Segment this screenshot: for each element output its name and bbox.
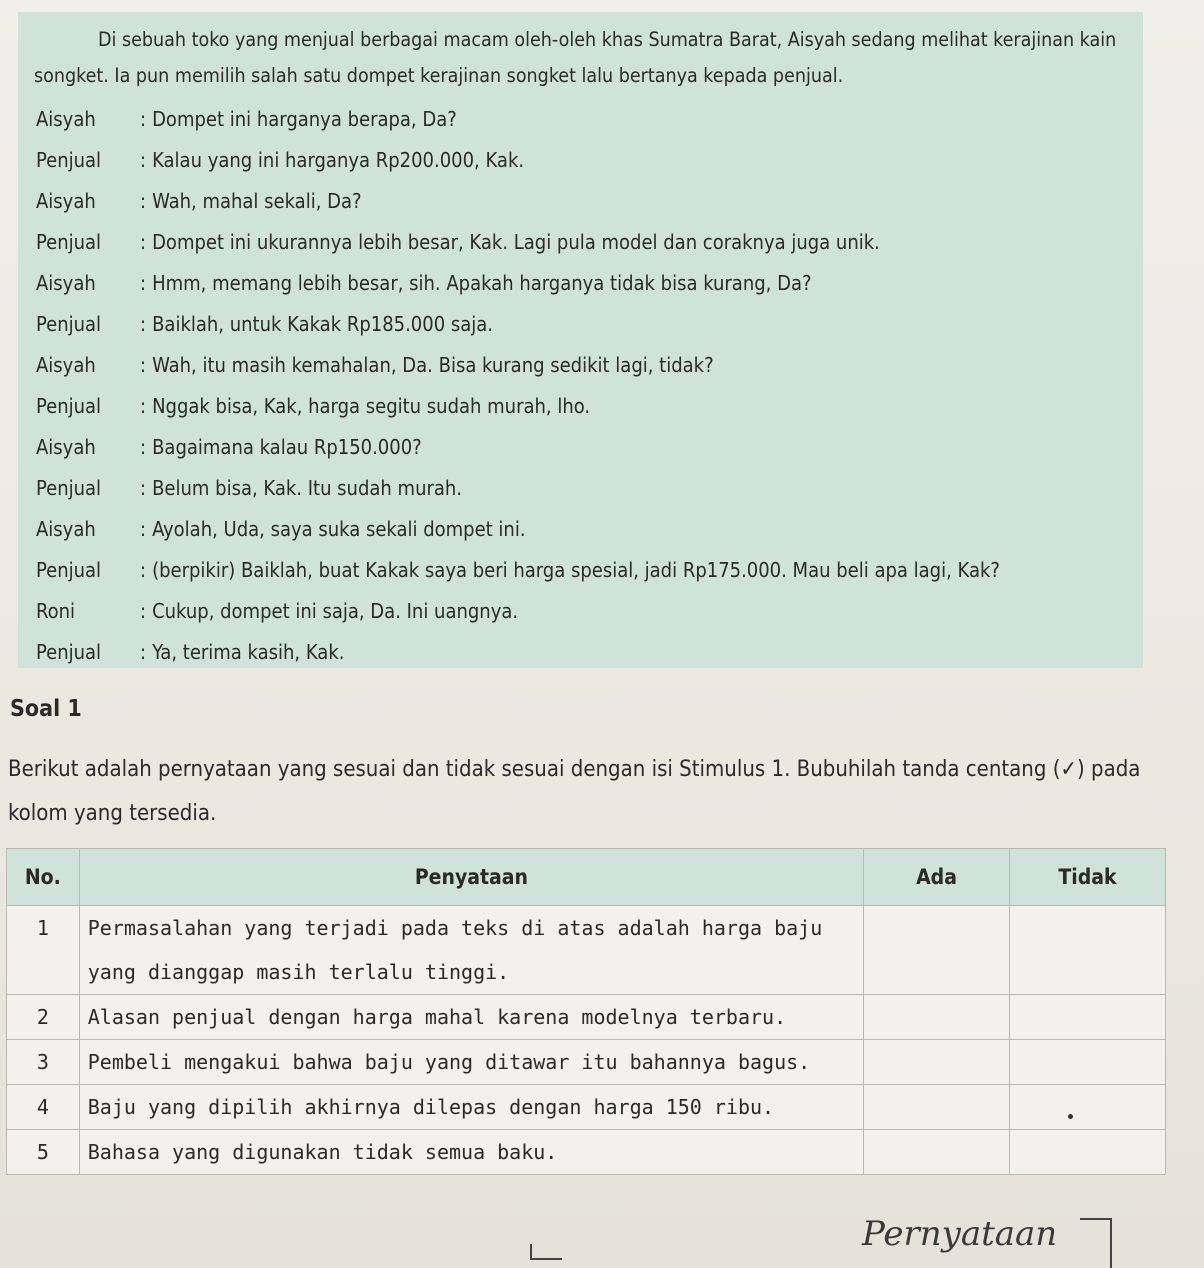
header-tidak: Tidak	[1009, 849, 1165, 906]
pen-mark	[530, 1244, 562, 1260]
dialog-line: Penjual : Kalau yang ini harganya Rp200.000, Kak.	[36, 147, 525, 172]
tidak-checkbox-cell[interactable]	[1009, 995, 1165, 1040]
tidak-checkbox-cell[interactable]	[1009, 1085, 1165, 1130]
pencil-dot	[1068, 1114, 1073, 1119]
dialog-text: Dompet ini ukurannya lebih besar, Kak. Lagi pula model dan coraknya juga unik.	[152, 229, 880, 254]
ada-checkbox-cell[interactable]	[864, 1085, 1010, 1130]
dialog-speaker: Penjual	[36, 311, 102, 336]
dialog-speaker: Aisyah	[36, 270, 96, 295]
dialog-line: Penjual : Nggak bisa, Kak, harga segitu sudah murah, lho.	[36, 393, 591, 418]
dialog-speaker: Penjual	[36, 147, 102, 172]
dialog-speaker: Aisyah	[36, 516, 96, 541]
dialog-speaker: Aisyah	[36, 352, 96, 377]
row-number: 1	[7, 906, 80, 995]
dialog-speaker: Penjual	[36, 475, 102, 500]
ada-checkbox-cell[interactable]	[864, 1130, 1010, 1175]
dialog-text: Ya, terima kasih, Kak.	[152, 639, 345, 664]
ada-checkbox-cell[interactable]	[864, 906, 1010, 995]
dialog-text: Belum bisa, Kak. Itu sudah murah.	[152, 475, 463, 500]
statement-table	[6, 848, 1166, 1175]
dialog-text: Cukup, dompet ini saja, Da. Ini uangnya.	[152, 598, 519, 623]
dialog-list	[36, 98, 1146, 672]
dialog-text: Baiklah, untuk Kakak Rp185.000 saja.	[152, 311, 493, 336]
dialog-line: Penjual : (berpikir) Baiklah, buat Kakak saya beri harga spesial, jadi Rp175.000. Mau beli apa lagi, Kak?	[36, 557, 1000, 582]
ada-checkbox-cell[interactable]	[864, 1040, 1010, 1085]
dialog-speaker: Penjual	[36, 639, 102, 664]
dialog-text: (berpikir) Baiklah, buat Kakak saya beri harga spesial, jadi Rp175.000. Mau beli apa lagi, Kak?	[152, 557, 1000, 582]
row-statement: Alasan penjual dengan harga mahal karena modelnya terbaru.	[79, 995, 863, 1040]
dialog-speaker: Penjual	[36, 557, 102, 582]
dialog-line: Penjual : Baiklah, untuk Kakak Rp185.000 saja.	[36, 311, 493, 336]
row-number: 2	[7, 995, 80, 1040]
dialog-speaker: Penjual	[36, 393, 102, 418]
handwritten-note: Pernyataan	[862, 1214, 1058, 1254]
dialog-text: Dompet ini harganya berapa, Da?	[152, 106, 457, 131]
dialog-line: Aisyah : Hmm, memang lebih besar, sih. Apakah harganya tidak bisa kurang, Da?	[36, 270, 812, 295]
header-statement: Penyataan	[79, 849, 863, 906]
dialog-text: Kalau yang ini harganya Rp200.000, Kak.	[152, 147, 525, 172]
header-no: No.	[7, 849, 80, 906]
dialog-text: Bagaimana kalau Rp150.000?	[152, 434, 422, 459]
dialog-line: Aisyah : Wah, itu masih kemahalan, Da. Bisa kurang sedikit lagi, tidak?	[36, 352, 714, 377]
dialog-speaker: Penjual	[36, 229, 102, 254]
dialog-speaker: Aisyah	[36, 188, 96, 213]
table-row	[7, 1130, 1166, 1175]
row-number: 3	[7, 1040, 80, 1085]
handwritten-bracket	[1080, 1218, 1112, 1268]
dialog-speaker: Aisyah	[36, 434, 96, 459]
dialog-line: Penjual : Ya, terima kasih, Kak.	[36, 639, 345, 664]
row-statement: Baju yang dipilih akhirnya dilepas dengan harga 150 ribu.	[79, 1085, 863, 1130]
row-statement: Pembeli mengakui bahwa baju yang ditawar itu bahannya bagus.	[79, 1040, 863, 1085]
dialog-line: Penjual : Belum bisa, Kak. Itu sudah murah.	[36, 475, 463, 500]
tidak-checkbox-cell[interactable]	[1009, 906, 1165, 995]
tidak-checkbox-cell[interactable]	[1009, 1130, 1165, 1175]
ada-checkbox-cell[interactable]	[864, 995, 1010, 1040]
dialog-text: Wah, itu masih kemahalan, Da. Bisa kurang sedikit lagi, tidak?	[152, 352, 714, 377]
row-number: 5	[7, 1130, 80, 1175]
dialog-line: Roni : Cukup, dompet ini saja, Da. Ini uangnya.	[36, 598, 519, 623]
intro-paragraph: Di sebuah toko yang menjual berbagai macam oleh-oleh khas Sumatra Barat, Aisyah sedang melihat kerajinan kain songket. Ia pun memilih salah satu dompet kerajinan songket lalu bertanya kepada penjual.	[34, 28, 1117, 87]
dialog-speaker: Aisyah	[36, 106, 96, 131]
header-ada: Ada	[864, 849, 1010, 906]
table-row	[7, 1040, 1166, 1085]
row-statement: Permasalahan yang terjadi pada teks di atas adalah harga baju yang dianggap masih terlalu tinggi.	[79, 906, 863, 995]
table-row	[7, 906, 1166, 995]
row-number: 4	[7, 1085, 80, 1130]
dialog-line: Aisyah : Dompet ini harganya berapa, Da?	[36, 106, 457, 131]
dialog-text: Ayolah, Uda, saya suka sekali dompet ini.	[152, 516, 526, 541]
dialog-line: Aisyah : Ayolah, Uda, saya suka sekali dompet ini.	[36, 516, 526, 541]
stimulus-intro	[34, 22, 1134, 94]
dialog-text: Nggak bisa, Kak, harga segitu sudah murah, lho.	[152, 393, 591, 418]
row-statement: Bahasa yang digunakan tidak semua baku.	[79, 1130, 863, 1175]
table-header-row	[7, 849, 1166, 906]
tidak-checkbox-cell[interactable]	[1009, 1040, 1165, 1085]
dialog-speaker: Roni	[36, 598, 76, 623]
question-instruction: Berikut adalah pernyataan yang sesuai dan tidak sesuai dengan isi Stimulus 1. Bubuhilah tanda centang (✓) pada kolom yang tersedia.	[8, 757, 1141, 826]
dialog-line: Penjual : Dompet ini ukurannya lebih besar, Kak. Lagi pula model dan coraknya juga unik.	[36, 229, 880, 254]
dialog-text: Hmm, memang lebih besar, sih. Apakah harganya tidak bisa kurang, Da?	[152, 270, 812, 295]
table-row	[7, 1085, 1166, 1130]
dialog-line: Aisyah : Bagaimana kalau Rp150.000?	[36, 434, 422, 459]
dialog-line: Aisyah : Wah, mahal sekali, Da?	[36, 188, 362, 213]
question-title: Soal 1	[10, 696, 82, 722]
dialog-text: Wah, mahal sekali, Da?	[152, 188, 362, 213]
table-row	[7, 995, 1166, 1040]
